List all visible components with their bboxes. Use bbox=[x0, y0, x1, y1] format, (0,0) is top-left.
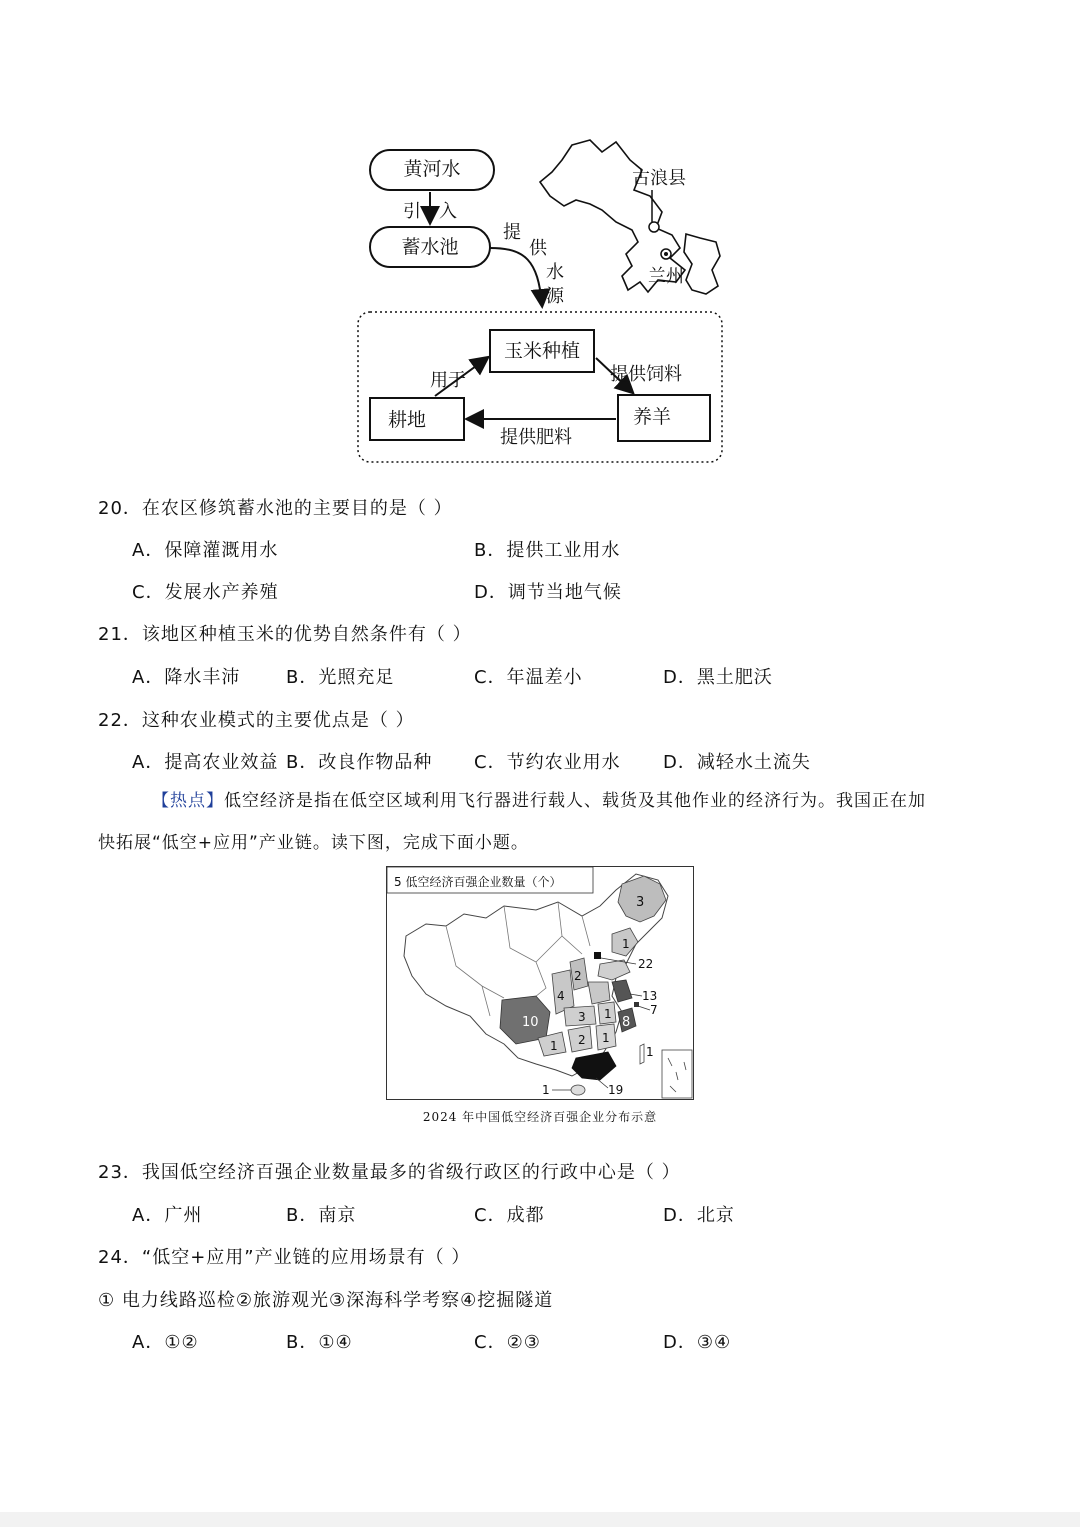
label-guizhou: 1 bbox=[550, 1039, 558, 1053]
label-heilongjiang: 3 bbox=[636, 895, 645, 910]
q22-option-d[interactable]: D．减轻水土流失 bbox=[663, 752, 811, 773]
yellow-river-label: 黄河水 bbox=[403, 158, 461, 180]
q20-option-a[interactable]: A．保障灌溉用水 bbox=[132, 540, 279, 561]
hot-topic-intro bbox=[98, 780, 978, 864]
corn-label: 玉米种植 bbox=[503, 340, 581, 362]
south-sea-inset bbox=[662, 1050, 692, 1098]
question-24: 24．“低空+应用”产业链的应用场景有（ ） bbox=[98, 1247, 471, 1268]
page-bottom-band bbox=[0, 1512, 1080, 1527]
hot-topic-line-1: 低空经济是指在低空区域利用飞行器进行载人、载货及其他作业的经济行为。我国正在加 bbox=[224, 791, 926, 811]
label-hunan: 2 bbox=[578, 1033, 586, 1047]
q24-option-a[interactable]: A．①② bbox=[132, 1332, 199, 1353]
label-zhejiang: 8 bbox=[622, 1015, 631, 1030]
label-taiwan: 1 bbox=[646, 1045, 654, 1059]
to-farmland-label: 提供肥料 bbox=[500, 427, 572, 448]
county-label: 古浪县 bbox=[632, 168, 686, 189]
gansu-map-east bbox=[684, 234, 720, 294]
farmland-label: 耕地 bbox=[387, 409, 427, 431]
q24-option-d[interactable]: D．③④ bbox=[663, 1332, 732, 1353]
farming-cycle-diagram bbox=[340, 130, 740, 475]
q24-option-b[interactable]: B．①④ bbox=[286, 1332, 353, 1353]
sheep-label: 养羊 bbox=[632, 406, 672, 428]
taiwan bbox=[640, 1044, 644, 1064]
hot-topic-line-2: 快拓展“低空+应用”产业链。读下图，完成下面小题。 bbox=[98, 833, 529, 853]
hainan bbox=[571, 1085, 585, 1095]
question-21: 21．该地区种植玉米的优势自然条件有（ ） bbox=[98, 624, 472, 645]
q21-option-a[interactable]: A．降水丰沛 bbox=[132, 667, 241, 688]
q22-option-b[interactable]: B．改良作物品种 bbox=[286, 752, 433, 773]
question-20: 20．在农区修筑蓄水池的主要目的是（ ） bbox=[98, 498, 453, 519]
label-beijing: 22 bbox=[638, 957, 654, 971]
question-23: 23．我国低空经济百强企业数量最多的省级行政区的行政中心是（ ） bbox=[98, 1162, 681, 1183]
legend-text: 5 低空经济百强企业数量（个） bbox=[394, 875, 562, 889]
q21-option-c[interactable]: C．年温差小 bbox=[474, 667, 583, 688]
arrow2-label-3: 水 bbox=[546, 262, 564, 283]
q23-option-d[interactable]: D．北京 bbox=[663, 1205, 735, 1226]
q20-option-b[interactable]: B．提供工业用水 bbox=[474, 540, 621, 561]
arrow2-label-4: 源 bbox=[546, 286, 564, 307]
q23-option-c[interactable]: C．成都 bbox=[474, 1205, 545, 1226]
hot-topic-tag: 【热点】 bbox=[152, 791, 224, 811]
q23-option-b[interactable]: B．南京 bbox=[286, 1205, 357, 1226]
q22-option-a[interactable]: A．提高农业效益 bbox=[132, 752, 279, 773]
label-guangdong: 19 bbox=[608, 1083, 624, 1097]
to-corn-label: 用于 bbox=[430, 370, 466, 391]
label-shanghai: 7 bbox=[650, 1003, 658, 1017]
q22-option-c[interactable]: C．节约农业用水 bbox=[474, 752, 621, 773]
question-22: 22．这种农业模式的主要优点是（ ） bbox=[98, 710, 415, 731]
q21-option-d[interactable]: D．黑土肥沃 bbox=[663, 667, 773, 688]
arrow1-label-1: 引 bbox=[403, 201, 421, 222]
q21-option-b[interactable]: B．光照充足 bbox=[286, 667, 395, 688]
arrow2-label-1: 提 bbox=[503, 222, 521, 243]
to-sheep-label: 提供饲料 bbox=[610, 364, 682, 385]
city-label: 兰州 bbox=[648, 266, 684, 287]
label-jiangxi: 1 bbox=[602, 1031, 610, 1045]
label-anhui: 1 bbox=[604, 1007, 612, 1021]
map-caption: 2024 年中国低空经济百强企业分布示意 bbox=[422, 1110, 658, 1124]
city-marker-inner bbox=[664, 252, 668, 256]
beijing bbox=[594, 952, 601, 959]
label-jiangsu: 13 bbox=[642, 989, 658, 1003]
label-liaoning: 1 bbox=[622, 937, 630, 951]
label-sichuan: 10 bbox=[522, 1015, 539, 1030]
label-shaanxi: 4 bbox=[557, 989, 565, 1003]
label-hubei: 3 bbox=[578, 1010, 586, 1024]
q24-option-c[interactable]: C．②③ bbox=[474, 1332, 541, 1353]
q23-option-a[interactable]: A．广州 bbox=[132, 1205, 203, 1226]
label-shanxi: 2 bbox=[574, 969, 582, 983]
china-lowalt-map bbox=[386, 866, 694, 1100]
q20-option-c[interactable]: C．发展水产养殖 bbox=[132, 582, 279, 603]
arrow2-label-2: 供 bbox=[529, 238, 547, 259]
county-marker bbox=[649, 222, 659, 232]
arrow1-label-2: 入 bbox=[439, 201, 457, 222]
label-hainan: 1 bbox=[542, 1083, 550, 1097]
question-24-items: ① 电力线路巡检②旅游观光③深海科学考察④挖掘隧道 bbox=[98, 1290, 554, 1311]
q20-option-d[interactable]: D．调节当地气候 bbox=[474, 582, 622, 603]
henan bbox=[588, 982, 610, 1004]
reservoir-label: 蓄水池 bbox=[401, 236, 459, 258]
